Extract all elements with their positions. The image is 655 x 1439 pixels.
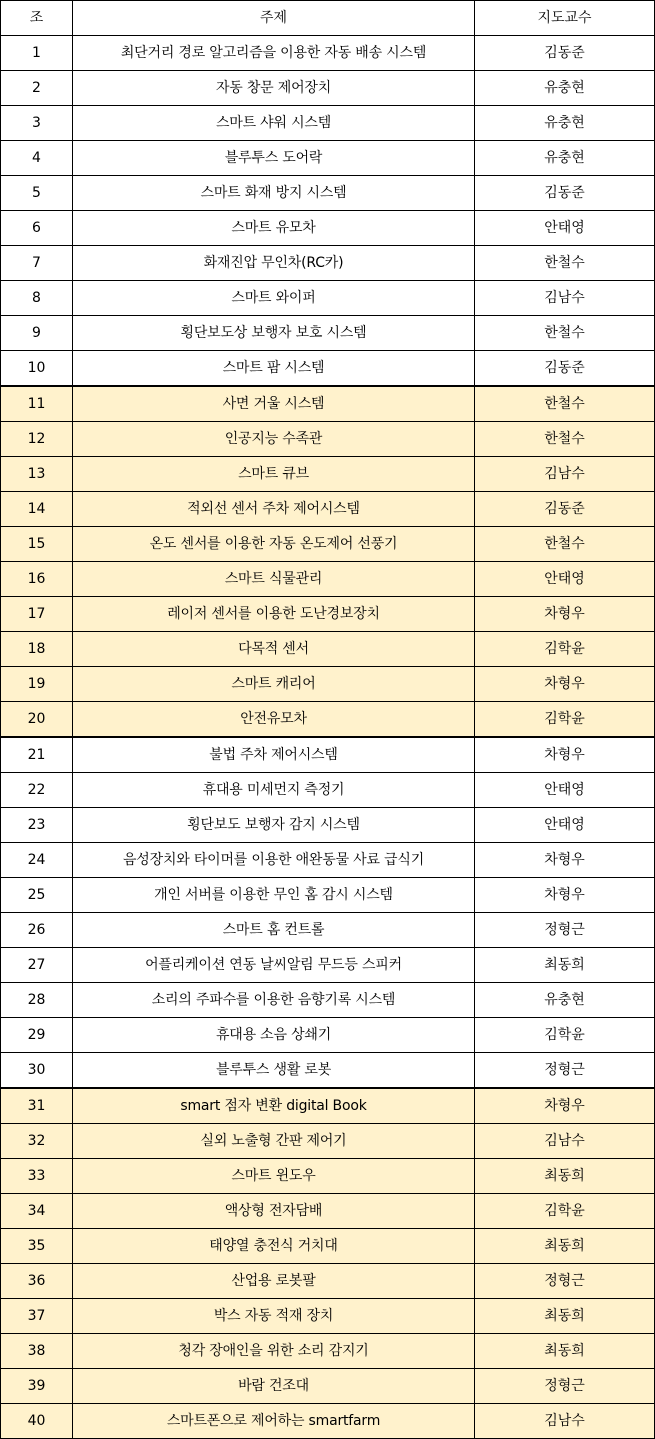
table-row xyxy=(1,1369,655,1404)
cell-topic: 스마트 유모차 xyxy=(73,211,475,246)
cell-group: 22 xyxy=(1,773,73,808)
table-row xyxy=(1,878,655,913)
cell-group: 24 xyxy=(1,843,73,878)
cell-professor: 안태영 xyxy=(475,773,655,808)
cell-professor: 김학윤 xyxy=(475,632,655,667)
cell-topic: 소리의 주파수를 이용한 음향기록 시스템 xyxy=(73,983,475,1018)
cell-group: 4 xyxy=(1,141,73,176)
cell-topic: 어플리케이션 연동 날씨알림 무드등 스피커 xyxy=(73,948,475,983)
cell-group: 36 xyxy=(1,1264,73,1299)
cell-topic: 최단거리 경로 알고리즘을 이용한 자동 배송 시스템 xyxy=(73,36,475,71)
cell-professor: 유충현 xyxy=(475,983,655,1018)
cell-group: 12 xyxy=(1,422,73,457)
cell-professor: 차형우 xyxy=(475,878,655,913)
cell-topic: 태양열 충전식 거치대 xyxy=(73,1229,475,1264)
cell-group: 7 xyxy=(1,246,73,281)
cell-professor: 안태영 xyxy=(475,562,655,597)
table-row xyxy=(1,1229,655,1264)
table-row xyxy=(1,702,655,738)
cell-topic: 휴대용 소음 상쇄기 xyxy=(73,1018,475,1053)
cell-topic: 횡단보도 보행자 감지 시스템 xyxy=(73,808,475,843)
table-row xyxy=(1,1334,655,1369)
table-row xyxy=(1,106,655,141)
cell-group: 37 xyxy=(1,1299,73,1334)
table-row xyxy=(1,562,655,597)
cell-professor: 김학윤 xyxy=(475,1018,655,1053)
table-row xyxy=(1,1264,655,1299)
cell-topic: 화재진압 무인차(RC카) xyxy=(73,246,475,281)
cell-topic: 박스 자동 적재 장치 xyxy=(73,1299,475,1334)
cell-topic: 음성장치와 타이머를 이용한 애완동물 사료 급식기 xyxy=(73,843,475,878)
cell-professor: 김학윤 xyxy=(475,702,655,738)
cell-topic: 블루투스 도어락 xyxy=(73,141,475,176)
cell-group: 30 xyxy=(1,1053,73,1089)
cell-professor: 유충현 xyxy=(475,141,655,176)
cell-group: 10 xyxy=(1,351,73,387)
cell-group: 32 xyxy=(1,1124,73,1159)
cell-topic: 사면 거울 시스템 xyxy=(73,386,475,422)
cell-group: 25 xyxy=(1,878,73,913)
cell-professor: 한철수 xyxy=(475,386,655,422)
cell-group: 31 xyxy=(1,1088,73,1124)
cell-group: 9 xyxy=(1,316,73,351)
cell-professor: 유충현 xyxy=(475,106,655,141)
table-row xyxy=(1,527,655,562)
cell-topic: 다목적 센서 xyxy=(73,632,475,667)
cell-topic: 청각 장애인을 위한 소리 감지기 xyxy=(73,1334,475,1369)
cell-group: 8 xyxy=(1,281,73,316)
cell-group: 27 xyxy=(1,948,73,983)
table-row xyxy=(1,843,655,878)
cell-topic: 휴대용 미세먼지 측정기 xyxy=(73,773,475,808)
cell-professor: 차형우 xyxy=(475,1088,655,1124)
cell-professor: 차형우 xyxy=(475,597,655,632)
cell-professor: 한철수 xyxy=(475,316,655,351)
cell-group: 15 xyxy=(1,527,73,562)
cell-topic: 스마트 윈도우 xyxy=(73,1159,475,1194)
cell-professor: 김동준 xyxy=(475,492,655,527)
cell-professor: 김남수 xyxy=(475,457,655,492)
table-row xyxy=(1,808,655,843)
cell-topic: 스마트 화재 방지 시스템 xyxy=(73,176,475,211)
cell-professor: 유충현 xyxy=(475,71,655,106)
cell-group: 16 xyxy=(1,562,73,597)
cell-professor: 김남수 xyxy=(475,1124,655,1159)
cell-professor: 김학윤 xyxy=(475,1194,655,1229)
cell-professor: 한철수 xyxy=(475,422,655,457)
cell-group: 21 xyxy=(1,737,73,773)
table-row xyxy=(1,737,655,773)
cell-topic: 스마트폰으로 제어하는 smartfarm xyxy=(73,1404,475,1439)
cell-topic: smart 점자 변환 digital Book xyxy=(73,1088,475,1124)
cell-group: 19 xyxy=(1,667,73,702)
table-row xyxy=(1,632,655,667)
cell-professor: 차형우 xyxy=(475,737,655,773)
cell-group: 5 xyxy=(1,176,73,211)
table-row xyxy=(1,1088,655,1124)
cell-topic: 온도 센서를 이용한 자동 온도제어 선풍기 xyxy=(73,527,475,562)
cell-topic: 적외선 센서 주차 제어시스템 xyxy=(73,492,475,527)
cell-professor: 최동희 xyxy=(475,948,655,983)
cell-professor: 한철수 xyxy=(475,527,655,562)
table-row xyxy=(1,1299,655,1334)
cell-professor: 최동희 xyxy=(475,1159,655,1194)
header-professor: 지도교수 xyxy=(475,1,655,36)
cell-professor: 김동준 xyxy=(475,176,655,211)
cell-group: 26 xyxy=(1,913,73,948)
cell-professor: 김남수 xyxy=(475,281,655,316)
cell-topic: 바람 건조대 xyxy=(73,1369,475,1404)
cell-group: 38 xyxy=(1,1334,73,1369)
table-row xyxy=(1,1124,655,1159)
cell-group: 20 xyxy=(1,702,73,738)
cell-group: 11 xyxy=(1,386,73,422)
table-row xyxy=(1,246,655,281)
cell-professor: 정형근 xyxy=(475,1264,655,1299)
table-row xyxy=(1,36,655,71)
cell-topic: 스마트 식물관리 xyxy=(73,562,475,597)
cell-topic: 스마트 샤워 시스템 xyxy=(73,106,475,141)
cell-topic: 인공지능 수족관 xyxy=(73,422,475,457)
cell-professor: 최동희 xyxy=(475,1299,655,1334)
table-row xyxy=(1,211,655,246)
table-row xyxy=(1,1194,655,1229)
table-row xyxy=(1,948,655,983)
table-body xyxy=(1,36,655,1439)
table-row xyxy=(1,1159,655,1194)
table-row xyxy=(1,773,655,808)
cell-topic: 블루투스 생활 로봇 xyxy=(73,1053,475,1089)
cell-professor: 안태영 xyxy=(475,211,655,246)
cell-group: 40 xyxy=(1,1404,73,1439)
header-group: 조 xyxy=(1,1,73,36)
cell-topic: 실외 노출형 간판 제어기 xyxy=(73,1124,475,1159)
table-row xyxy=(1,386,655,422)
cell-topic: 안전유모차 xyxy=(73,702,475,738)
cell-group: 3 xyxy=(1,106,73,141)
cell-topic: 레이저 센서를 이용한 도난경보장치 xyxy=(73,597,475,632)
table-row xyxy=(1,141,655,176)
cell-topic: 스마트 팜 시스템 xyxy=(73,351,475,387)
table-row xyxy=(1,1404,655,1439)
cell-group: 1 xyxy=(1,36,73,71)
cell-professor: 최동희 xyxy=(475,1334,655,1369)
cell-professor: 정형근 xyxy=(475,1053,655,1089)
cell-group: 6 xyxy=(1,211,73,246)
cell-topic: 자동 창문 제어장치 xyxy=(73,71,475,106)
cell-topic: 산업용 로봇팔 xyxy=(73,1264,475,1299)
cell-professor: 정형근 xyxy=(475,913,655,948)
cell-group: 33 xyxy=(1,1159,73,1194)
table-row xyxy=(1,913,655,948)
cell-topic: 액상형 전자담배 xyxy=(73,1194,475,1229)
table-row xyxy=(1,983,655,1018)
cell-topic: 스마트 홈 컨트롤 xyxy=(73,913,475,948)
cell-group: 23 xyxy=(1,808,73,843)
table-row xyxy=(1,351,655,387)
cell-group: 17 xyxy=(1,597,73,632)
cell-group: 34 xyxy=(1,1194,73,1229)
cell-professor: 차형우 xyxy=(475,843,655,878)
table-row xyxy=(1,1053,655,1089)
cell-topic: 스마트 와이퍼 xyxy=(73,281,475,316)
cell-topic: 횡단보도상 보행자 보호 시스템 xyxy=(73,316,475,351)
table-row xyxy=(1,316,655,351)
table-row xyxy=(1,667,655,702)
cell-professor: 안태영 xyxy=(475,808,655,843)
cell-group: 2 xyxy=(1,71,73,106)
cell-group: 18 xyxy=(1,632,73,667)
cell-group: 39 xyxy=(1,1369,73,1404)
table-row xyxy=(1,457,655,492)
cell-group: 28 xyxy=(1,983,73,1018)
cell-topic: 스마트 캐리어 xyxy=(73,667,475,702)
cell-professor: 김동준 xyxy=(475,351,655,387)
header-topic: 주제 xyxy=(73,1,475,36)
cell-topic: 개인 서버를 이용한 무인 홈 감시 시스템 xyxy=(73,878,475,913)
cell-professor: 정형근 xyxy=(475,1369,655,1404)
table-row xyxy=(1,492,655,527)
table-row xyxy=(1,1018,655,1053)
cell-group: 35 xyxy=(1,1229,73,1264)
table-row xyxy=(1,71,655,106)
cell-professor: 김동준 xyxy=(475,36,655,71)
cell-topic: 불법 주차 제어시스템 xyxy=(73,737,475,773)
cell-professor: 한철수 xyxy=(475,246,655,281)
table-header-row xyxy=(1,1,655,36)
cell-topic: 스마트 큐브 xyxy=(73,457,475,492)
cell-group: 13 xyxy=(1,457,73,492)
table-row xyxy=(1,422,655,457)
table-row xyxy=(1,281,655,316)
cell-professor: 김남수 xyxy=(475,1404,655,1439)
table-row xyxy=(1,597,655,632)
table-row xyxy=(1,176,655,211)
cell-group: 14 xyxy=(1,492,73,527)
cell-professor: 최동희 xyxy=(475,1229,655,1264)
cell-group: 29 xyxy=(1,1018,73,1053)
cell-professor: 차형우 xyxy=(475,667,655,702)
